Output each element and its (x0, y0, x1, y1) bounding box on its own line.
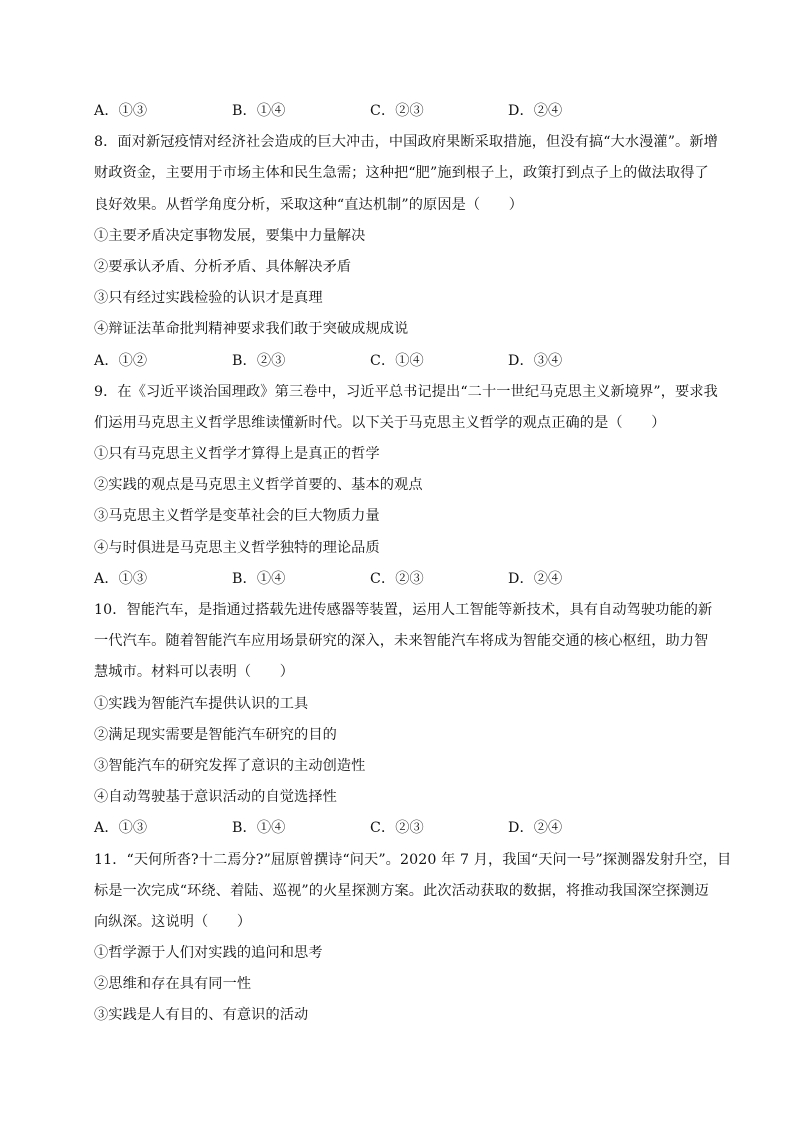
q10-options (94, 816, 702, 847)
q7-option-c: C．②③ (370, 103, 424, 119)
q10-stem-line-3: 慧城市。材料可以表明（ ） (94, 664, 295, 681)
q11-stem-line-3: 向纵深。这说明（ ） (94, 913, 252, 930)
q9-statement-3: ③马克思主义哲学是变革社会的巨大物质力量 (94, 508, 380, 525)
q10-option-d: D．②④ (508, 820, 563, 837)
q8-statement-1: ①主要矛盾决定事物发展，要集中力量解决 (94, 227, 366, 244)
q8-statement-4: ④辩证法革命批判精神要求我们敢于突破成规成说 (94, 321, 409, 338)
q9-stem-line-1: 9．在《习近平谈治国理政》第三卷中，习近平总书记提出“二十一世纪马克思主义新境界”，要求我 (94, 383, 718, 400)
q8-statement-3: ③只有经过实践检验的认识才是真理 (94, 290, 323, 307)
q9-option-d: D．②④ (508, 570, 563, 587)
q8-stem-line-3: 良好效果。从哲学角度分析，采取这种“直达机制”的原因是（ ） (94, 196, 524, 213)
q11-stem-line-2: 标是一次完成“环绕、着陆、巡视”的火星探测方案。此次活动获取的数据，将推动我国深空探测迈 (94, 882, 709, 899)
q9-statement-1: ①只有马克思主义哲学才算得上是真正的哲学 (94, 446, 380, 463)
q8-stem-line-2: 财政资金，主要用于市场主体和民生急需；这种把“肥”施到根子上，政策打到点子上的做法取得了 (94, 165, 709, 182)
q10-statement-1: ①实践为智能汽车提供认识的工具 (94, 695, 309, 712)
q10-statement-3: ③智能汽车的研究发挥了意识的主动创造性 (94, 757, 366, 774)
q8-option-d: D．③④ (508, 352, 563, 369)
q10-stem-line-1: 10．智能汽车，是指通过搭载先进传感器等装置，运用人工智能等新技术，具有自动驾驶功能的新 (94, 602, 713, 618)
q7-option-b: B．①④ (232, 103, 286, 119)
q10-option-c: C．②③ (370, 820, 424, 837)
q8-option-b: B．②③ (232, 352, 286, 369)
q9-statement-4: ④与时俱进是马克思主义哲学独特的理论品质 (94, 539, 380, 556)
q8-option-a: A．①② (94, 352, 148, 369)
q10-statement-4: ④自动驾驶基于意识活动的自觉选择性 (94, 789, 337, 806)
q11-statement-1: ①哲学源于人们对实践的追问和思考 (94, 945, 323, 962)
q10-option-a: A．①③ (94, 820, 148, 837)
q10-option-b: B．①④ (232, 820, 286, 837)
q11-statement-3: ③实践是人有目的、有意识的活动 (94, 1007, 309, 1024)
q10-stem-line-2: 一代汽车。随着智能汽车应用场景研究的深入，未来智能汽车将成为智能交通的核心枢纽，助力智 (94, 633, 709, 650)
q7-option-d: D．②④ (508, 103, 563, 119)
q9-option-a: A．①③ (94, 570, 148, 587)
q9-option-b: B．①④ (232, 570, 286, 587)
q8-statement-2: ②要承认矛盾、分析矛盾、具体解决矛盾 (94, 258, 352, 275)
exam-page (94, 99, 732, 1035)
q9-statement-2: ②实践的观点是马克思主义哲学首要的、基本的观点 (94, 477, 423, 494)
q8-options (94, 349, 702, 380)
q7-option-a: A．①③ (94, 103, 148, 119)
q11-stem-line-1: 11．“天何所沓?十二焉分?”屈原曾撰诗“问天”。2020 年 7 月，我国“天问一号”探测器发射升空，目 (94, 851, 732, 868)
q10-statement-2: ②满足现实需要是智能汽车研究的目的 (94, 726, 337, 743)
q8-option-c: C．①④ (370, 352, 424, 369)
q7-options (94, 99, 702, 130)
q9-option-c: C．②③ (370, 570, 424, 587)
q9-options (94, 567, 702, 598)
q8-stem-line-1: 8．面对新冠疫情对经济社会造成的巨大冲击，中国政府果断采取措施，但没有搞“大水漫灌”。新增 (94, 134, 718, 151)
q11-statement-2: ②思维和存在具有同一性 (94, 976, 252, 993)
q9-stem-line-2: 们运用马克思主义哲学思维读懂新时代。以下关于马克思主义哲学的观点正确的是（ ） (94, 414, 666, 431)
